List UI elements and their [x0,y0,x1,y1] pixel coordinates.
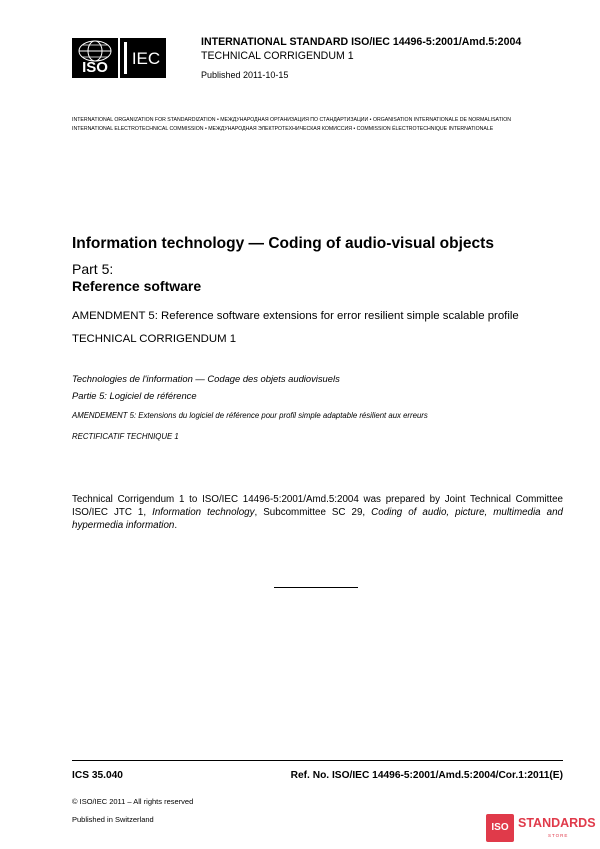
corrigendum-title: TECHNICAL CORRIGENDUM 1 [72,333,237,345]
iso-logo [72,38,118,78]
standard-designation: INTERNATIONAL STANDARD ISO/IEC 14496-5:2001/Amd.5:2004 [201,36,522,48]
ics-code: ICS 35.040 [72,770,123,781]
store-subtext: STORE [548,833,569,838]
amendment-title: AMENDMENT 5: Reference software extensions for error resilient simple scalable profile [72,310,519,322]
store-badge: ISO [486,814,514,842]
corrigendum-heading: TECHNICAL CORRIGENDUM 1 [201,50,354,62]
french-part: Partie 5: Logiciel de référence [72,390,197,401]
french-amendment: AMENDEMENT 5: Extensions du logiciel de référence pour profil simple adaptable résilient aux erreurs [72,411,428,420]
separator-line [274,587,358,588]
iec-logo [120,38,166,78]
published-in: Published in Switzerland [72,815,154,824]
french-rectificatif: RECTIFICATIF TECHNIQUE 1 [72,432,179,441]
reference-number: Ref. No. ISO/IEC 14496-5:2001/Amd.5:2004/Cor.1:2011(E) [290,770,563,781]
committee-name: Information technology [152,507,255,518]
document-title: Information technology — Coding of audio-visual objects [72,235,494,252]
footer-rule [72,760,563,761]
body-middle: , Subcommittee SC 29, [254,507,372,518]
body-suffix: . [174,520,178,531]
published-date: Published 2011-10-15 [201,70,289,80]
organization-line-1: INTERNATIONAL ORGANIZATION FOR STANDARDIZATION • МЕЖДУНАРОДНАЯ ОРГАНИЗАЦИЯ ПО СТАНДАРТИЗАЦИИ • ORGANISATION INTERNATIONALE DE NORMALISATION [72,117,511,123]
part-number: Part 5: [72,261,114,277]
body-paragraph [72,493,563,532]
french-title: Technologies de l'information — Codage des objets audiovisuels [72,373,340,384]
body-prefix: Technical Corrigendum 1 to ISO/IEC 14496-5:2001/Amd.5:2004 was prepared by Joint Technical Committee ISO/IEC JTC 1, [72,494,563,518]
subcommittee-name: Coding of audio, picture, multimedia and hypermedia information [72,507,563,531]
iec-logo-text: IEC [131,49,161,68]
iso-logo-text: ISO [82,59,108,76]
copyright-notice: © ISO/IEC 2011 – All rights reserved [72,797,194,806]
organization-line-2: INTERNATIONAL ELECTROTECHNICAL COMMISSION • МЕЖДУНАРОДНАЯ ЭЛЕКТРОТЕХНИЧЕСКАЯ КОМИССИЯ • COMMISSION ÉLECTROTECHNIQUE INTERNATIONALE [72,126,494,132]
part-title: Reference software [72,278,202,294]
standards-store-logo[interactable] [486,814,594,844]
store-text: STANDARDS [518,816,596,830]
